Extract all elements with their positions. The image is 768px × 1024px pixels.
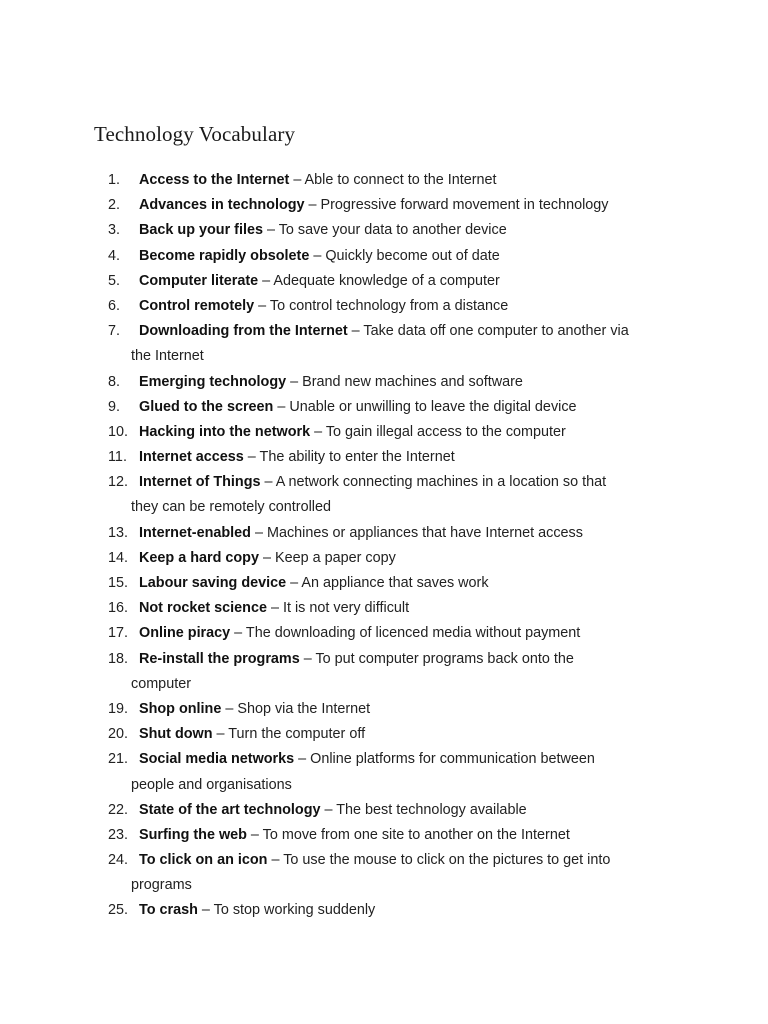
vocabulary-term: To crash	[139, 902, 198, 919]
vocabulary-definition: – A network connecting machines in a location so that	[260, 474, 607, 491]
vocabulary-definition: – To stop working suddenly	[197, 902, 376, 919]
item-number: 22.	[108, 801, 129, 818]
definition-continuation: they can be remotely controlled	[131, 499, 331, 516]
item-number: 21.	[108, 751, 129, 768]
list-item	[0, 596, 768, 621]
list-item-line	[0, 571, 768, 596]
list-item-continuation-line	[0, 773, 768, 798]
list-item-continuation-line	[0, 873, 768, 898]
vocabulary-definition: – Quickly become out of date	[309, 247, 500, 264]
list-item-continuation-line	[0, 344, 768, 369]
vocabulary-term: To click on an icon	[139, 852, 268, 869]
list-item-line	[0, 823, 768, 848]
vocabulary-definition: – The best technology available	[320, 801, 527, 818]
list-item-line	[0, 747, 768, 772]
list-item	[0, 294, 768, 319]
vocabulary-definition: – To move from one site to another on the Internet	[246, 826, 570, 843]
item-text	[139, 823, 570, 848]
item-number: 11.	[108, 449, 127, 466]
item-number: 9.	[108, 398, 121, 415]
list-item	[0, 747, 768, 797]
definition-continuation: computer	[131, 675, 191, 692]
item-text	[139, 848, 610, 873]
list-item-continuation-line	[0, 495, 768, 520]
item-text	[139, 319, 629, 344]
vocabulary-term: Labour saving device	[139, 575, 287, 591]
vocabulary-term: Emerging technology	[139, 373, 287, 390]
list-item	[0, 848, 768, 898]
item-text	[139, 571, 489, 596]
definition-continuation: the Internet	[131, 348, 204, 365]
list-item-line	[0, 218, 768, 243]
vocabulary-term: Shut down	[139, 726, 213, 743]
vocabulary-term: Surfing the web	[139, 826, 247, 843]
vocabulary-definition: – Able to connect to the Internet	[289, 172, 497, 188]
item-number: 16.	[108, 600, 129, 617]
vocabulary-definition: – Progressive forward movement in technology	[304, 197, 609, 214]
vocabulary-term: Become rapidly obsolete	[139, 247, 310, 264]
list-item	[0, 218, 768, 243]
vocabulary-definition: – To control technology from a distance	[254, 297, 509, 314]
vocabulary-definition: – The ability to enter the Internet	[243, 449, 455, 466]
definition-continuation: people and organisations	[131, 776, 292, 793]
item-number: 15.	[108, 575, 129, 591]
item-text	[139, 898, 375, 923]
list-item	[0, 168, 768, 193]
list-item-line	[0, 395, 768, 420]
vocabulary-term: Internet-enabled	[139, 524, 251, 541]
list-item	[0, 621, 768, 646]
vocabulary-term: Keep a hard copy	[139, 549, 259, 566]
vocabulary-definition: – To put computer programs back onto the	[299, 650, 574, 667]
item-number: 20.	[108, 726, 129, 743]
vocabulary-definition: – Adequate knowledge of a computer	[258, 272, 500, 289]
item-text	[139, 420, 566, 445]
item-number: 14.	[108, 549, 129, 566]
item-number: 4.	[108, 247, 121, 264]
vocabulary-definition: – To save your data to another device	[262, 222, 507, 239]
vocabulary-term: Shop online	[139, 700, 222, 717]
vocabulary-term: Internet of Things	[139, 474, 261, 491]
document-title: Technology Vocabulary	[94, 122, 296, 146]
item-number: 25.	[108, 902, 129, 919]
list-item-line	[0, 370, 768, 395]
item-text	[139, 445, 455, 470]
list-item	[0, 571, 768, 596]
list-item	[0, 445, 768, 470]
vocabulary-definition: – Turn the computer off	[212, 726, 366, 743]
list-item	[0, 546, 768, 571]
list-item	[0, 898, 768, 923]
list-item-line	[0, 470, 768, 495]
vocabulary-definition: – Machines or appliances that have Internet access	[250, 524, 583, 541]
vocabulary-definition: – Online platforms for communication between	[294, 751, 595, 768]
list-item	[0, 244, 768, 269]
list-item-line	[0, 244, 768, 269]
vocabulary-definition: – To use the mouse to click on the pictures to get into	[267, 852, 611, 869]
vocabulary-term: Not rocket science	[139, 600, 267, 617]
item-number: 3.	[108, 222, 121, 239]
list-item-line	[0, 647, 768, 672]
list-item-line	[0, 445, 768, 470]
vocabulary-term: Computer literate	[139, 272, 259, 289]
vocabulary-term: Internet access	[139, 449, 244, 466]
list-item	[0, 193, 768, 218]
vocabulary-definition: – Unable or unwilling to leave the digital device	[273, 398, 577, 415]
list-item	[0, 420, 768, 445]
vocabulary-term: State of the art technology	[139, 801, 321, 818]
item-text	[139, 470, 606, 495]
list-item	[0, 697, 768, 722]
item-number: 8.	[108, 373, 121, 390]
item-text	[139, 218, 507, 243]
item-number: 13.	[108, 524, 129, 541]
definition-continuation: programs	[131, 877, 192, 894]
item-text	[139, 546, 396, 571]
item-number: 12.	[108, 474, 129, 491]
item-number: 7.	[108, 323, 121, 340]
list-item-line	[0, 621, 768, 646]
item-text	[139, 370, 523, 395]
list-item	[0, 798, 768, 823]
list-item-line	[0, 798, 768, 823]
list-item-line	[0, 546, 768, 571]
list-item-line	[0, 193, 768, 218]
list-item	[0, 395, 768, 420]
item-number: 24.	[108, 852, 129, 869]
vocabulary-definition: – Keep a paper copy	[258, 549, 396, 566]
list-item-line	[0, 596, 768, 621]
list-item-line	[0, 848, 768, 873]
item-number: 10.	[108, 423, 129, 440]
list-item	[0, 470, 768, 520]
item-text	[139, 747, 595, 772]
item-number: 6.	[108, 297, 121, 314]
vocabulary-definition: – It is not very difficult	[266, 600, 410, 617]
list-item-line	[0, 521, 768, 546]
item-text	[139, 697, 370, 722]
list-item	[0, 722, 768, 747]
list-item-line	[0, 269, 768, 294]
list-item-line	[0, 168, 768, 193]
item-number: 5.	[108, 272, 121, 289]
item-text	[139, 596, 409, 621]
item-text	[139, 193, 608, 218]
vocabulary-definition: – An appliance that saves work	[286, 575, 489, 591]
list-item-line	[0, 898, 768, 923]
vocabulary-term: Downloading from the Internet	[139, 323, 348, 340]
vocabulary-term: Control remotely	[139, 297, 255, 314]
vocabulary-definition: – The downloading of licenced media without payment	[230, 625, 581, 642]
item-text	[139, 621, 580, 646]
list-item-line	[0, 697, 768, 722]
item-text	[139, 395, 577, 420]
vocabulary-term: Glued to the screen	[139, 398, 274, 415]
vocabulary-term: Advances in technology	[139, 197, 305, 214]
item-number: 2.	[108, 197, 121, 214]
vocabulary-definition: – To gain illegal access to the computer	[310, 423, 566, 440]
list-item	[0, 319, 768, 369]
item-text	[139, 294, 508, 319]
list-item-line	[0, 722, 768, 747]
list-item-line	[0, 420, 768, 445]
vocabulary-term: Re-install the programs	[139, 650, 300, 667]
vocabulary-term: Social media networks	[139, 751, 295, 768]
vocabulary-term: Back up your files	[139, 222, 263, 239]
item-text	[139, 244, 500, 269]
list-item	[0, 269, 768, 294]
vocabulary-term: Hacking into the network	[139, 423, 311, 440]
list-item-line	[0, 319, 768, 344]
vocabulary-term: Access to the Internet	[139, 172, 290, 188]
list-item-line	[0, 294, 768, 319]
item-text	[139, 521, 583, 546]
list-item	[0, 647, 768, 697]
list-item-continuation-line	[0, 672, 768, 697]
item-text	[139, 722, 365, 747]
item-number: 18.	[108, 650, 129, 667]
item-number: 17.	[108, 625, 129, 642]
item-number: 23.	[108, 826, 129, 843]
list-item	[0, 823, 768, 848]
item-text	[139, 168, 497, 193]
item-number: 19.	[108, 700, 129, 717]
vocabulary-definition: – Brand new machines and software	[286, 373, 523, 390]
list-item	[0, 521, 768, 546]
vocabulary-list	[0, 168, 768, 924]
vocabulary-definition: – Shop via the Internet	[221, 700, 371, 717]
item-number: 1.	[108, 172, 121, 188]
item-text	[139, 798, 527, 823]
vocabulary-term: Online piracy	[139, 625, 231, 642]
vocabulary-definition: – Take data off one computer to another via	[347, 323, 629, 340]
item-text	[139, 269, 500, 294]
list-item	[0, 370, 768, 395]
item-text	[139, 647, 574, 672]
